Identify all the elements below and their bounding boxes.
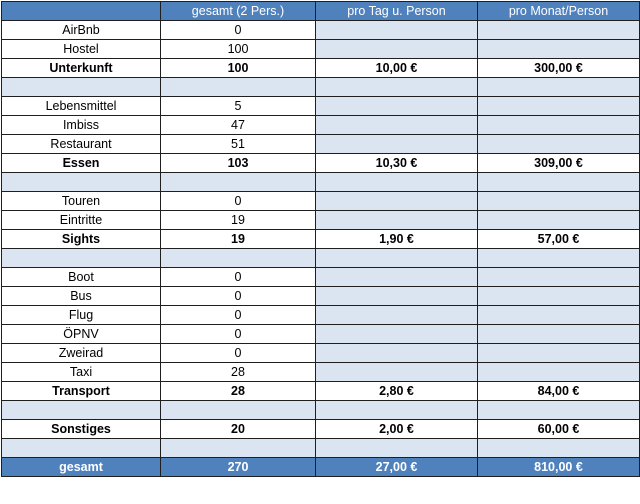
category-cell[interactable]: Zweirad [2,344,161,363]
category-cell[interactable] [2,173,161,192]
category-cell[interactable]: Sonstiges [2,420,161,439]
per-month-cell[interactable] [478,344,640,363]
category-cell[interactable]: ÖPNV [2,325,161,344]
grand-total-row [2,458,640,477]
per-day-cell[interactable]: 2,00 € [316,420,478,439]
grand-per-month-cell[interactable]: 810,00 € [478,458,640,477]
total-cell[interactable] [161,249,316,268]
total-cell[interactable] [161,173,316,192]
category-cell[interactable]: Boot [2,268,161,287]
grand-category-cell[interactable]: gesamt [2,458,161,477]
subtotal-row [2,420,640,439]
per-month-cell[interactable] [478,21,640,40]
category-cell[interactable]: Sights [2,230,161,249]
total-cell[interactable] [161,78,316,97]
spacer-row [2,401,640,420]
table-row [2,306,640,325]
per-month-cell[interactable] [478,211,640,230]
per-month-cell[interactable] [478,268,640,287]
per-day-cell[interactable] [316,287,478,306]
per-month-cell[interactable] [478,192,640,211]
per-month-cell[interactable] [478,363,640,382]
per-day-cell[interactable]: 10,00 € [316,59,478,78]
header-row [2,2,640,21]
total-cell[interactable]: 0 [161,344,316,363]
total-cell[interactable]: 28 [161,382,316,401]
per-month-cell[interactable] [478,116,640,135]
subtotal-row [2,59,640,78]
spacer-row [2,173,640,192]
category-cell[interactable] [2,439,161,458]
per-day-cell[interactable] [316,97,478,116]
total-cell[interactable]: 0 [161,192,316,211]
table-row [2,135,640,154]
per-day-cell[interactable] [316,40,478,59]
per-day-cell[interactable] [316,344,478,363]
per-day-cell[interactable] [316,325,478,344]
per-month-cell[interactable] [478,306,640,325]
category-cell[interactable]: Transport [2,382,161,401]
per-month-cell[interactable] [478,249,640,268]
per-day-cell[interactable] [316,21,478,40]
spacer-row [2,249,640,268]
subtotal-row [2,230,640,249]
total-cell[interactable] [161,401,316,420]
total-cell[interactable]: 20 [161,420,316,439]
total-cell[interactable]: 0 [161,325,316,344]
per-month-cell[interactable] [478,135,640,154]
per-day-cell[interactable]: 1,90 € [316,230,478,249]
per-month-cell[interactable]: 84,00 € [478,382,640,401]
per-day-cell[interactable] [316,135,478,154]
total-cell[interactable]: 19 [161,230,316,249]
category-cell[interactable]: Restaurant [2,135,161,154]
expense-table-body [2,2,640,477]
total-cell[interactable] [161,439,316,458]
grand-per-day-cell[interactable]: 27,00 € [316,458,478,477]
table-row [2,21,640,40]
table-row [2,344,640,363]
expense-table [1,1,640,477]
per-month-cell[interactable]: 60,00 € [478,420,640,439]
per-day-cell[interactable] [316,211,478,230]
category-cell[interactable]: Taxi [2,363,161,382]
per-day-cell[interactable] [316,173,478,192]
per-month-cell[interactable] [478,97,640,116]
per-month-cell[interactable]: 57,00 € [478,230,640,249]
total-cell[interactable]: 100 [161,59,316,78]
per-day-cell[interactable]: 10,30 € [316,154,478,173]
category-cell[interactable]: Unterkunft [2,59,161,78]
header-cell-total-2-persons[interactable]: gesamt (2 Pers.) [161,2,316,21]
table-row [2,325,640,344]
per-month-cell[interactable] [478,439,640,458]
per-month-cell[interactable]: 300,00 € [478,59,640,78]
grand-total-cell[interactable]: 270 [161,458,316,477]
per-day-cell[interactable] [316,78,478,97]
subtotal-row [2,382,640,401]
category-cell[interactable]: AirBnb [2,21,161,40]
table-row [2,192,640,211]
category-cell[interactable]: Lebensmittel [2,97,161,116]
per-day-cell[interactable] [316,363,478,382]
total-cell[interactable]: 19 [161,211,316,230]
total-cell[interactable]: 5 [161,97,316,116]
per-day-cell[interactable] [316,306,478,325]
spacer-row [2,78,640,97]
total-cell[interactable]: 0 [161,287,316,306]
category-cell[interactable] [2,78,161,97]
table-row [2,363,640,382]
header-cell-per-day-person[interactable]: pro Tag u. Person [316,2,478,21]
per-day-cell[interactable] [316,268,478,287]
per-day-cell[interactable] [316,192,478,211]
total-cell[interactable]: 103 [161,154,316,173]
table-row [2,287,640,306]
total-cell[interactable]: 100 [161,40,316,59]
total-cell[interactable]: 0 [161,21,316,40]
total-cell[interactable]: 51 [161,135,316,154]
total-cell[interactable]: 47 [161,116,316,135]
table-row [2,268,640,287]
per-day-cell[interactable] [316,249,478,268]
per-month-cell[interactable] [478,287,640,306]
category-cell[interactable]: Eintritte [2,211,161,230]
header-cell-category[interactable] [2,2,161,21]
per-month-cell[interactable] [478,78,640,97]
total-cell[interactable]: 28 [161,363,316,382]
per-day-cell[interactable] [316,116,478,135]
category-cell[interactable]: Imbiss [2,116,161,135]
table-row [2,40,640,59]
per-day-cell[interactable] [316,439,478,458]
per-month-cell[interactable]: 309,00 € [478,154,640,173]
category-cell[interactable]: Touren [2,192,161,211]
per-month-cell[interactable] [478,325,640,344]
table-row [2,211,640,230]
spacer-row [2,439,640,458]
subtotal-row [2,154,640,173]
category-cell[interactable]: Flug [2,306,161,325]
category-cell[interactable]: Essen [2,154,161,173]
per-month-cell[interactable] [478,401,640,420]
category-cell[interactable]: Bus [2,287,161,306]
per-month-cell[interactable] [478,173,640,192]
per-day-cell[interactable] [316,401,478,420]
category-cell[interactable] [2,401,161,420]
header-cell-per-month-person[interactable]: pro Monat/Person [478,2,640,21]
table-row [2,116,640,135]
per-day-cell[interactable]: 2,80 € [316,382,478,401]
per-month-cell[interactable] [478,40,640,59]
category-cell[interactable]: Hostel [2,40,161,59]
table-row [2,97,640,116]
category-cell[interactable] [2,249,161,268]
total-cell[interactable]: 0 [161,306,316,325]
total-cell[interactable]: 0 [161,268,316,287]
